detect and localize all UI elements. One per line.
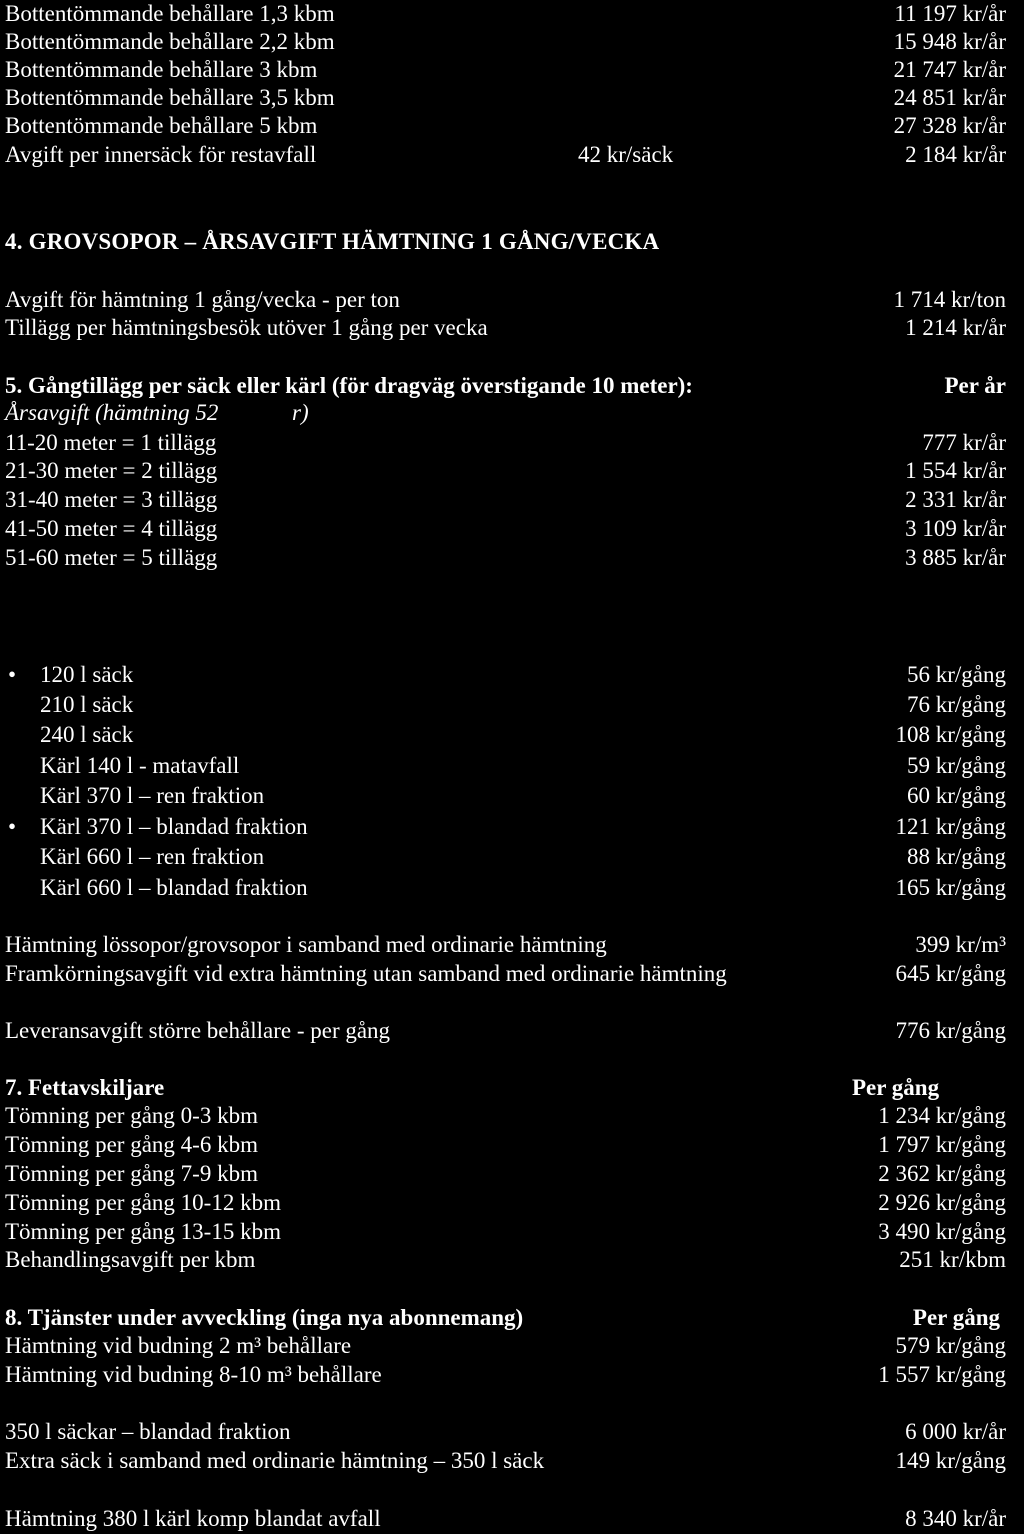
- row-label: Kärl 370 l – ren fraktion: [40, 783, 265, 808]
- row-price: 1 234 kr/gång: [878, 1103, 1006, 1128]
- row-price: 108 kr/gång: [895, 722, 1006, 747]
- column-header: Per gång: [912, 1305, 1000, 1330]
- row-label: Leveransavgift större behållare - per gång: [5, 1018, 391, 1043]
- row-label: 11-20 meter = 1 tillägg: [5, 430, 217, 455]
- price-row: [0, 1219, 1024, 1245]
- row-label: 41-50 meter = 4 tillägg: [5, 516, 218, 541]
- row-label: Tömning per gång 4-6 kbm: [5, 1132, 258, 1157]
- row-label: Behandlingsavgift per kbm: [5, 1247, 256, 1272]
- section-heading: [0, 1075, 1024, 1101]
- price-row: [0, 1103, 1024, 1129]
- row-label: Tömning per gång 0-3 kbm: [5, 1103, 258, 1128]
- row-label: 51-60 meter = 5 tillägg: [5, 545, 218, 570]
- price-row: [0, 1448, 1024, 1474]
- section-subtitle: [0, 400, 1024, 426]
- row-price: 645 kr/gång: [895, 961, 1006, 986]
- row-price: 59 kr/gång: [906, 753, 1006, 778]
- row-price: 15 948 kr/år: [893, 29, 1006, 54]
- price-row: [0, 932, 1024, 958]
- price-row: [0, 1018, 1024, 1044]
- price-row: [0, 487, 1024, 513]
- list-item: [0, 844, 1024, 870]
- row-price: 24 851 kr/år: [893, 85, 1006, 110]
- row-price: 2 926 kr/gång: [878, 1190, 1006, 1215]
- price-row: [0, 287, 1024, 313]
- row-label: Tömning per gång 10-12 kbm: [5, 1190, 281, 1215]
- price-row: [0, 85, 1024, 111]
- row-label: Tömning per gång 13-15 kbm: [5, 1219, 281, 1244]
- price-row: [0, 545, 1024, 571]
- row-price: 27 328 kr/år: [893, 113, 1006, 138]
- subtitle-part-b: r): [292, 400, 309, 425]
- price-row: [0, 1132, 1024, 1158]
- price-row: [0, 57, 1024, 83]
- row-label: Hämtning vid budning 2 m³ behållare: [5, 1333, 352, 1358]
- row-price: 165 kr/gång: [895, 875, 1006, 900]
- row-label: Avgift per innersäck för restavfall: [5, 142, 317, 167]
- price-row: [0, 458, 1024, 484]
- row-price: 56 kr/gång: [906, 662, 1006, 687]
- row-label: Hämtning 380 l kärl komp blandat avfall: [5, 1506, 381, 1531]
- row-price: 3 109 kr/år: [905, 516, 1006, 541]
- row-label: Bottentömmande behållare 2,2 kbm: [5, 29, 335, 54]
- row-label: Extra säck i samband med ordinarie hämtning – 350 l säck: [5, 1448, 545, 1473]
- row-price: 2 362 kr/gång: [878, 1161, 1006, 1186]
- row-price: 8 340 kr/år: [905, 1506, 1006, 1531]
- row-label: Hämtning lössopor/grovsopor i samband med ordinarie hämtning: [5, 932, 607, 957]
- section-7-heading: 7. Fettavskiljare: [5, 1075, 165, 1100]
- price-row: [0, 516, 1024, 542]
- row-price: 121 kr/gång: [895, 814, 1006, 839]
- price-row: [0, 1419, 1024, 1445]
- price-row: [0, 1, 1024, 27]
- section-heading: [0, 373, 1024, 399]
- price-row: [0, 1161, 1024, 1187]
- list-item: [0, 783, 1024, 809]
- row-price: 1 714 kr/ton: [893, 287, 1006, 312]
- row-label: Hämtning vid budning 8-10 m³ behållare: [5, 1362, 382, 1387]
- list-item: [0, 753, 1024, 779]
- row-price: 88 kr/gång: [906, 844, 1006, 869]
- price-row: [0, 1190, 1024, 1216]
- price-row: [0, 113, 1024, 139]
- row-price: 776 kr/gång: [895, 1018, 1006, 1043]
- row-price: 1 554 kr/år: [905, 458, 1006, 483]
- price-row: [0, 1506, 1024, 1532]
- row-price: 251 kr/kbm: [899, 1247, 1006, 1272]
- row-label: Bottentömmande behållare 3,5 kbm: [5, 85, 335, 110]
- bullet-icon: •: [8, 814, 17, 839]
- row-label: Framkörningsavgift vid extra hämtning utan samband med ordinarie hämtning: [5, 961, 727, 986]
- row-price: 6 000 kr/år: [905, 1419, 1006, 1444]
- row-label: Bottentömmande behållare 5 kbm: [5, 113, 318, 138]
- section-heading: [0, 1305, 1024, 1331]
- price-row: [0, 142, 1024, 168]
- row-label: Bottentömmande behållare 1,3 kbm: [5, 1, 335, 26]
- price-row: [0, 430, 1024, 456]
- row-price: 21 747 kr/år: [893, 57, 1006, 82]
- row-label: 240 l säck: [40, 722, 134, 747]
- row-price: 579 kr/gång: [895, 1333, 1006, 1358]
- row-label: 210 l säck: [40, 692, 134, 717]
- price-row: [0, 1333, 1024, 1359]
- row-label: 31-40 meter = 3 tillägg: [5, 487, 218, 512]
- price-row: [0, 315, 1024, 341]
- row-price: 3 885 kr/år: [905, 545, 1006, 570]
- column-header: Per år: [944, 373, 1006, 398]
- row-label: 21-30 meter = 2 tillägg: [5, 458, 218, 483]
- list-item: [0, 875, 1024, 901]
- column-header: Per gång: [852, 1075, 940, 1100]
- row-label: Avgift för hämtning 1 gång/vecka - per ton: [5, 287, 400, 312]
- row-label: Kärl 370 l – blandad fraktion: [40, 814, 308, 839]
- row-price: 60 kr/gång: [906, 783, 1006, 808]
- section-4-heading: 4. GROVSOPOR – ÅRSAVGIFT HÄMTNING 1 GÅNG/VECKA: [5, 229, 660, 254]
- row-price: 777 kr/år: [922, 430, 1006, 455]
- section-8-heading: 8. Tjänster under avveckling (inga nya abonnemang): [5, 1305, 524, 1330]
- row-price: 2 331 kr/år: [905, 487, 1006, 512]
- list-item: [0, 814, 1024, 840]
- list-item: [0, 692, 1024, 718]
- row-label: Tillägg per hämtningsbesök utöver 1 gång per vecka: [5, 315, 488, 340]
- row-label: Tömning per gång 7-9 kbm: [5, 1161, 258, 1186]
- section-heading: [0, 229, 1024, 255]
- row-price: 399 kr/m³: [915, 932, 1006, 957]
- row-price: 76 kr/gång: [906, 692, 1006, 717]
- row-label: Kärl 660 l – blandad fraktion: [40, 875, 308, 900]
- subtitle-part-a: Årsavgift (hämtning 52: [5, 400, 219, 425]
- list-item: [0, 722, 1024, 748]
- price-row: [0, 1247, 1024, 1273]
- price-row: [0, 29, 1024, 55]
- row-price: 1 797 kr/gång: [878, 1132, 1006, 1157]
- row-price: 1 214 kr/år: [905, 315, 1006, 340]
- row-label: 350 l säckar – blandad fraktion: [5, 1419, 291, 1444]
- section-5-heading: 5. Gångtillägg per säck eller kärl (för dragväg överstigande 10 meter):: [5, 373, 693, 398]
- row-price: 149 kr/gång: [895, 1448, 1006, 1473]
- row-label: 120 l säck: [40, 662, 134, 687]
- row-price: 11 197 kr/år: [894, 1, 1006, 26]
- row-price: 2 184 kr/år: [905, 142, 1006, 167]
- row-price: 3 490 kr/gång: [878, 1219, 1006, 1244]
- list-item: [0, 662, 1024, 688]
- row-label: Kärl 140 l - matavfall: [40, 753, 240, 778]
- price-row: [0, 1362, 1024, 1388]
- row-label: Bottentömmande behållare 3 kbm: [5, 57, 318, 82]
- price-row: [0, 961, 1024, 987]
- row-label: Kärl 660 l – ren fraktion: [40, 844, 265, 869]
- bullet-icon: •: [8, 662, 17, 687]
- row-unit-price: 42 kr/säck: [578, 142, 674, 167]
- row-price: 1 557 kr/gång: [878, 1362, 1006, 1387]
